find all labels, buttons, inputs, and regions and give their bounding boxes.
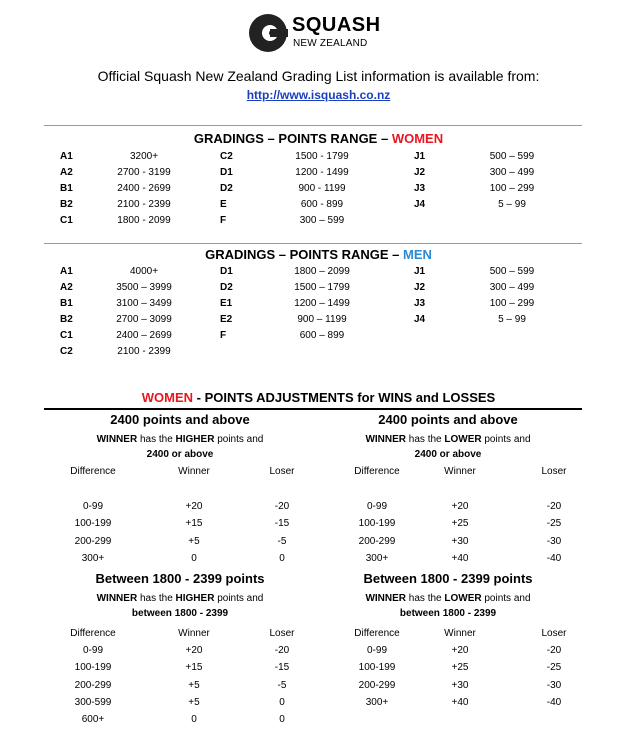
table-header-row [0,464,637,480]
table-row [0,643,637,659]
cell-difference: 100-199 [358,662,396,673]
cell-difference: 0-99 [366,501,387,512]
cell-loser: -5 [277,536,287,547]
grade-code: E2 [220,314,233,325]
cell-winner: +15 [185,662,203,673]
cell-winner: +25 [451,518,469,529]
cell-difference: 100-199 [74,662,112,673]
condition-text: has the [406,593,445,604]
grade-range: 500 – 599 [489,151,535,162]
cell-difference: 100-199 [358,518,396,529]
header-difference: Difference [70,466,116,477]
cell-loser: -40 [546,697,562,708]
cell-difference: 200-299 [358,536,396,547]
cell-loser: -20 [546,501,562,512]
cell-difference: 0-99 [82,501,103,512]
grade-code: J2 [414,282,426,293]
table-row [0,534,637,550]
grade-code: E1 [220,298,233,309]
cell-difference: 200-299 [74,536,112,547]
adjustment-table-condition [30,432,330,462]
grade-code: J4 [414,314,426,325]
isquash-link[interactable]: http://www.isquash.co.nz [246,88,391,102]
grade-code: B1 [60,298,73,309]
grade-range: 2700 - 3199 [117,167,171,178]
grade-code: A2 [60,282,73,293]
cell-winner: +40 [451,553,469,564]
cell-winner: 0 [191,714,197,725]
grade-range: 2100 - 2399 [117,346,171,357]
cell-winner: 0 [191,553,197,564]
grade-range: 100 – 299 [489,183,535,194]
grade-code: F [220,330,227,341]
adjustment-table-condition [298,591,598,621]
header-winner: Winner [444,628,476,639]
condition-range: between 1800 - 2399 [131,608,229,619]
grade-range: 600 – 899 [299,330,345,341]
grade-code: C2 [60,346,73,357]
condition-keyword: LOWER [444,434,482,445]
grade-range: 100 – 299 [489,298,535,309]
heading-accent: MEN [403,247,432,262]
logo-subtitle: NEW ZEALAND [293,38,368,49]
grade-row [0,280,637,296]
grade-range: 300 – 599 [299,215,345,226]
cell-winner: +15 [185,518,203,529]
condition-text: points and [214,434,264,445]
grade-row [0,312,637,328]
header-loser: Loser [269,628,295,639]
grade-code: A1 [60,266,73,277]
divider [44,125,582,126]
grade-code: D2 [220,183,233,194]
adjustment-table-title: 2400 points and above [110,412,250,427]
grade-range: 3500 – 3999 [116,282,172,293]
grade-range: 900 – 1199 [297,314,347,325]
grade-code: B1 [60,183,73,194]
cell-difference: 600+ [81,714,105,725]
grade-row [0,197,637,213]
table-row [0,678,637,694]
header-winner: Winner [178,628,210,639]
cell-difference: 300+ [81,553,105,564]
cell-difference: 300+ [365,697,389,708]
grade-row [0,213,637,229]
logo-wordmark: SQUASH [292,14,381,36]
cell-difference: 200-299 [74,680,112,691]
grade-range: 4000+ [129,266,159,277]
grade-row [0,296,637,312]
condition-keyword: LOWER [444,593,482,604]
cell-loser: -20 [274,501,290,512]
grade-range: 2700 – 3099 [116,314,172,325]
adjustment-table-title: Between 1800 - 2399 points [363,571,533,586]
men-grades-heading [0,247,637,262]
grade-code: F [220,215,227,226]
heading-prefix: GRADINGS – POINTS RANGE – [193,131,392,146]
header-winner: Winner [444,466,476,477]
grade-row [0,264,637,280]
grade-row [0,149,637,165]
table-row [0,516,637,532]
cell-loser: -5 [277,680,287,691]
cell-loser: 0 [279,553,285,564]
grade-code: J3 [414,183,426,194]
table-row [0,499,637,515]
grade-range: 600 - 899 [300,199,344,210]
grade-range: 5 – 99 [498,314,526,325]
intro-text: Official Squash New Zealand Grading List information is available from: [97,68,540,84]
cell-winner: +25 [451,662,469,673]
table-row [0,712,637,728]
cell-winner: +30 [451,536,469,547]
heading-prefix: GRADINGS – POINTS RANGE – [205,247,404,262]
cell-loser: -20 [546,645,562,656]
header-loser: Loser [541,628,567,639]
table-row [0,551,637,567]
grade-range: 1800 – 2099 [294,266,350,277]
header-difference: Difference [354,466,400,477]
grade-code: A2 [60,167,73,178]
cell-difference: 200-299 [358,680,396,691]
grade-code: J1 [414,151,426,162]
grade-range: 1500 - 1799 [295,151,349,162]
cell-difference: 300-599 [74,697,112,708]
winner-label: WINNER [96,434,138,445]
cell-loser: -25 [546,662,562,673]
condition-text: has the [406,434,445,445]
condition-range: 2400 or above [146,449,214,460]
cell-difference: 0-99 [366,645,387,656]
winner-label: WINNER [365,593,407,604]
header-winner: Winner [178,466,210,477]
header-difference: Difference [70,628,116,639]
condition-text: points and [214,593,264,604]
grade-range: 1200 - 1499 [295,167,349,178]
heading-accent: WOMEN [141,390,194,405]
cell-winner: +30 [451,680,469,691]
adjustments-heading [0,390,637,405]
cell-loser: 0 [279,697,285,708]
cell-winner: +40 [451,697,469,708]
cell-difference: 0-99 [82,645,103,656]
header-difference: Difference [354,628,400,639]
grade-code: C1 [60,215,73,226]
table-header-row [0,626,637,642]
grade-range: 3100 – 3499 [116,298,172,309]
grade-range: 3200+ [129,151,159,162]
header-loser: Loser [269,466,295,477]
cell-winner: +5 [188,680,200,691]
cell-winner: +5 [188,697,200,708]
cell-difference: 100-199 [74,518,112,529]
winner-label: WINNER [365,434,407,445]
grade-code: B2 [60,314,73,325]
cell-winner: +5 [188,536,200,547]
condition-range: between 1800 - 2399 [399,608,497,619]
grade-range: 300 – 499 [489,167,535,178]
grade-range: 500 – 599 [489,266,535,277]
adjustment-table-title: 2400 points and above [378,412,518,427]
grade-range: 1200 – 1499 [294,298,350,309]
table-row [0,695,637,711]
women-grades-heading [0,131,637,146]
grade-row [0,344,637,360]
cell-winner: +20 [185,645,203,656]
grade-code: B2 [60,199,73,210]
condition-text: has the [137,593,176,604]
grade-code: J4 [414,199,426,210]
grade-row [0,181,637,197]
cell-loser: -15 [274,518,290,529]
cell-loser: -30 [546,536,562,547]
grade-row [0,328,637,344]
header-loser: Loser [541,466,567,477]
winner-label: WINNER [96,593,138,604]
cell-loser: -30 [546,680,562,691]
heading-accent: WOMEN [391,131,444,146]
grade-code: J2 [414,167,426,178]
cell-winner: +20 [185,501,203,512]
grade-code: E [220,199,227,210]
cell-difference: 300+ [365,553,389,564]
condition-text: points and [481,434,531,445]
heading-rest: - POINTS ADJUSTMENTS for WINS and LOSSES [193,390,496,405]
grade-range: 900 - 1199 [298,183,346,194]
cell-loser: -25 [546,518,562,529]
grade-row [0,165,637,181]
grade-code: D2 [220,282,233,293]
adjustment-table-title: Between 1800 - 2399 points [95,571,265,586]
cell-winner: +20 [451,501,469,512]
condition-range: 2400 or above [414,449,482,460]
cell-winner: +20 [451,645,469,656]
grade-code: D1 [220,167,233,178]
grade-range: 2400 - 2699 [117,183,171,194]
divider [44,408,582,410]
cell-loser: -40 [546,553,562,564]
grade-code: J3 [414,298,426,309]
condition-text: has the [137,434,176,445]
grade-code: J1 [414,266,426,277]
condition-text: points and [481,593,531,604]
grade-range: 5 – 99 [498,199,526,210]
grade-code: A1 [60,151,73,162]
grade-range: 1800 - 2099 [117,215,171,226]
grade-code: D1 [220,266,233,277]
cell-loser: -20 [274,645,290,656]
squash-nz-logo [248,12,381,56]
adjustment-table-condition [298,432,598,462]
condition-keyword: HIGHER [175,434,215,445]
grade-range: 1500 – 1799 [294,282,350,293]
cell-loser: -15 [274,662,290,673]
condition-keyword: HIGHER [175,593,215,604]
grade-code: C1 [60,330,73,341]
cell-loser: 0 [279,714,285,725]
adjustment-table-condition [30,591,330,621]
grade-range: 300 – 499 [489,282,535,293]
table-row [0,660,637,676]
grade-code: C2 [220,151,233,162]
grade-range: 2100 - 2399 [117,199,171,210]
grade-range: 2400 – 2699 [116,330,172,341]
divider [44,243,582,244]
squash-logo-icon [248,12,288,54]
